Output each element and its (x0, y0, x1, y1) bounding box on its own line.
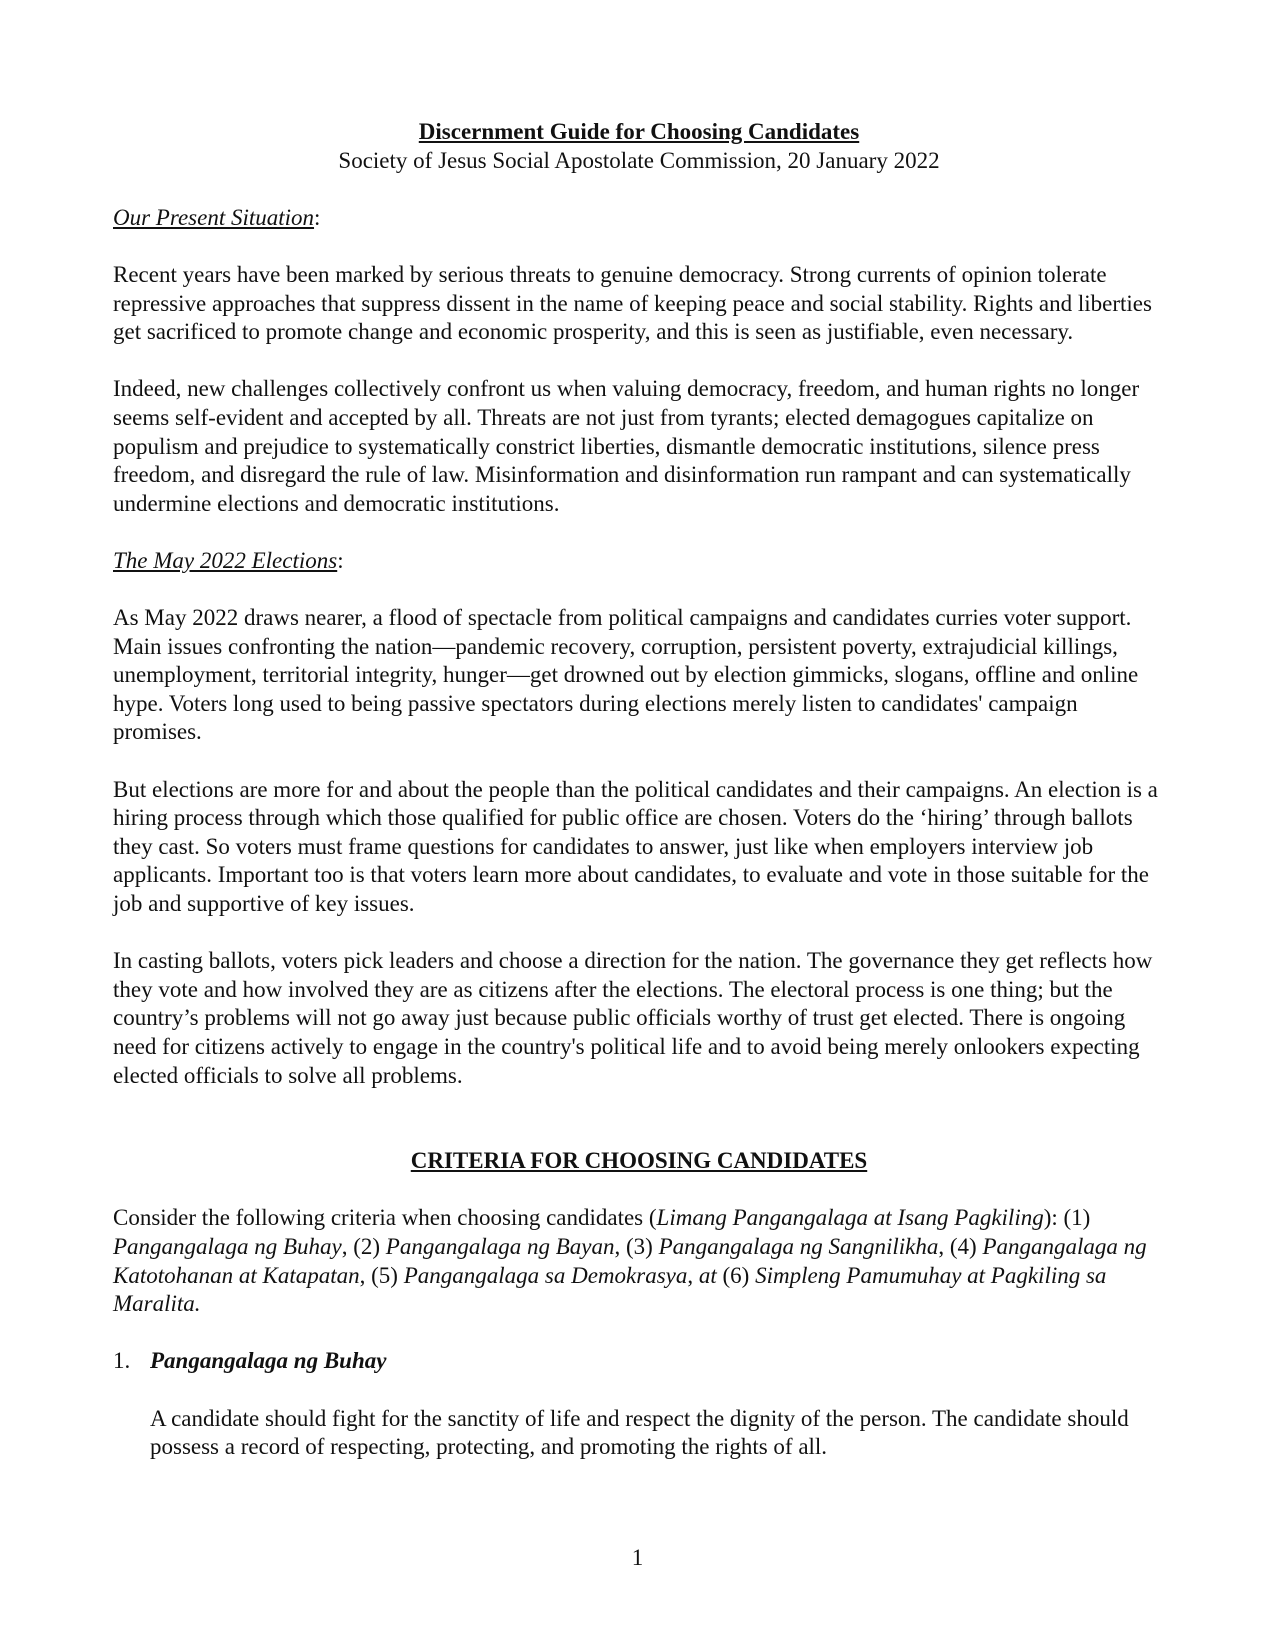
paragraph: As May 2022 draws nearer, a flood of spectacle from political campaigns and candidates curries voter support. Main issues confronting the nation—pandemic recovery, corruption, persistent poverty, extrajudicial killings, unemployment, territorial integrity, hunger—get drowned out by election gimmicks, slogans, offline and online hype. Voters long used to being passive spectators during elections merely listen to candidates' campaign promises. (113, 605, 1139, 745)
paragraph: But elections are more for and about the people than the political candidates and their campaigns. An election is a hiring process through which those qualified for public office are chosen. Voters do the ‘hiring’ through ballots they cast. So voters must frame questions for candidates to answer, just like when employers interview job applicants. Important too is that voters learn more about candidates, to evaluate and vote in those suitable for the job and supportive of key issues. (113, 776, 1158, 917)
section-heading-present-situation (113, 204, 1165, 233)
intro-italic: at (698, 1262, 717, 1288)
document-subtitle: Society of Jesus Social Apostolate Commission, 20 January 2022 (338, 147, 940, 173)
intro-text: Consider the following criteria when choosing candidates ( (113, 1205, 657, 1231)
intro-text: , (3) (614, 1233, 659, 1259)
criteria-item-number: 1. (113, 1348, 131, 1374)
criteria-intro (113, 1204, 1165, 1318)
document-title: Discernment Guide for Choosing Candidates (418, 119, 860, 144)
section-heading-colon: : (337, 547, 344, 573)
intro-italic: Pangangalaga sa Demokrasya (403, 1262, 688, 1288)
paragraph: Recent years have been marked by serious threats to genuine democracy. Strong currents of opinion tolerate repressive approaches that suppress dissent in the name of keeping peace and social stability. Rights and liberties get sacrificed to promote change and economic prosperity, and this is seen as justifiable, even necessary. (113, 261, 1152, 345)
criteria-item-text: A candidate should fight for the sanctity of life and respect the dignity of the person. The candidate should possess a record of respecting, protecting, and promoting the rights of all. (150, 1405, 1129, 1460)
intro-italic: Simpleng Pamumuhay at Pagkiling sa Maralita. (113, 1262, 1107, 1317)
intro-text: ): (1) (1043, 1205, 1091, 1231)
paragraph: In casting ballots, voters pick leaders and choose a direction for the nation. The governance they get reflects how they vote and how involved they are as citizens after the elections. The electoral process is one thing; but the country’s problems will not go away just because public officials worthy of trust get elected. There is ongoing need for citizens actively to engage in the country's political life and to avoid being merely onlookers expecting elected officials to solve all problems. (113, 948, 1153, 1088)
intro-text: (6) (716, 1262, 756, 1288)
intro-text: , (4) (938, 1233, 983, 1259)
section-heading-may-elections (113, 547, 1165, 576)
intro-text: , (2) (341, 1233, 386, 1259)
intro-italic: Pangangalaga ng Buhay (113, 1233, 342, 1259)
intro-italic: Pangangalaga ng Katotohanan at Katapatan (113, 1233, 1147, 1288)
intro-italic: Pangangalaga ng Sangnilikha (658, 1233, 939, 1259)
section-heading-colon: : (314, 204, 321, 230)
section-heading-text: The May 2022 Elections (113, 547, 338, 573)
intro-italic: Limang Pangangalaga at Isang Pagkiling (656, 1205, 1044, 1231)
criteria-item-label: Pangangalaga ng Buhay (150, 1348, 387, 1374)
intro-text: , (5) (359, 1262, 404, 1288)
paragraph: Indeed, new challenges collectively confront us when valuing democracy, freedom, and human rights no longer seems self-evident and accepted by all. Threats are not just from tyrants; elected demagogues capitalize on populism and prejudice to systematically constrict liberties, dismantle democratic institutions, silence press freedom, and disregard the rule of law. Misinformation and disinformation run rampant and can systematically undermine elections and democratic institutions. (113, 376, 1140, 516)
document-body (113, 118, 1165, 1462)
page-number: 1 (631, 1545, 644, 1570)
section-heading-text: Our Present Situation (113, 204, 315, 230)
intro-text: , (687, 1262, 699, 1288)
intro-italic: Pangangalaga ng Bayan (385, 1233, 615, 1259)
criteria-item-1 (113, 1347, 1165, 1376)
criteria-heading: CRITERIA FOR CHOOSING CANDIDATES (410, 1148, 868, 1174)
